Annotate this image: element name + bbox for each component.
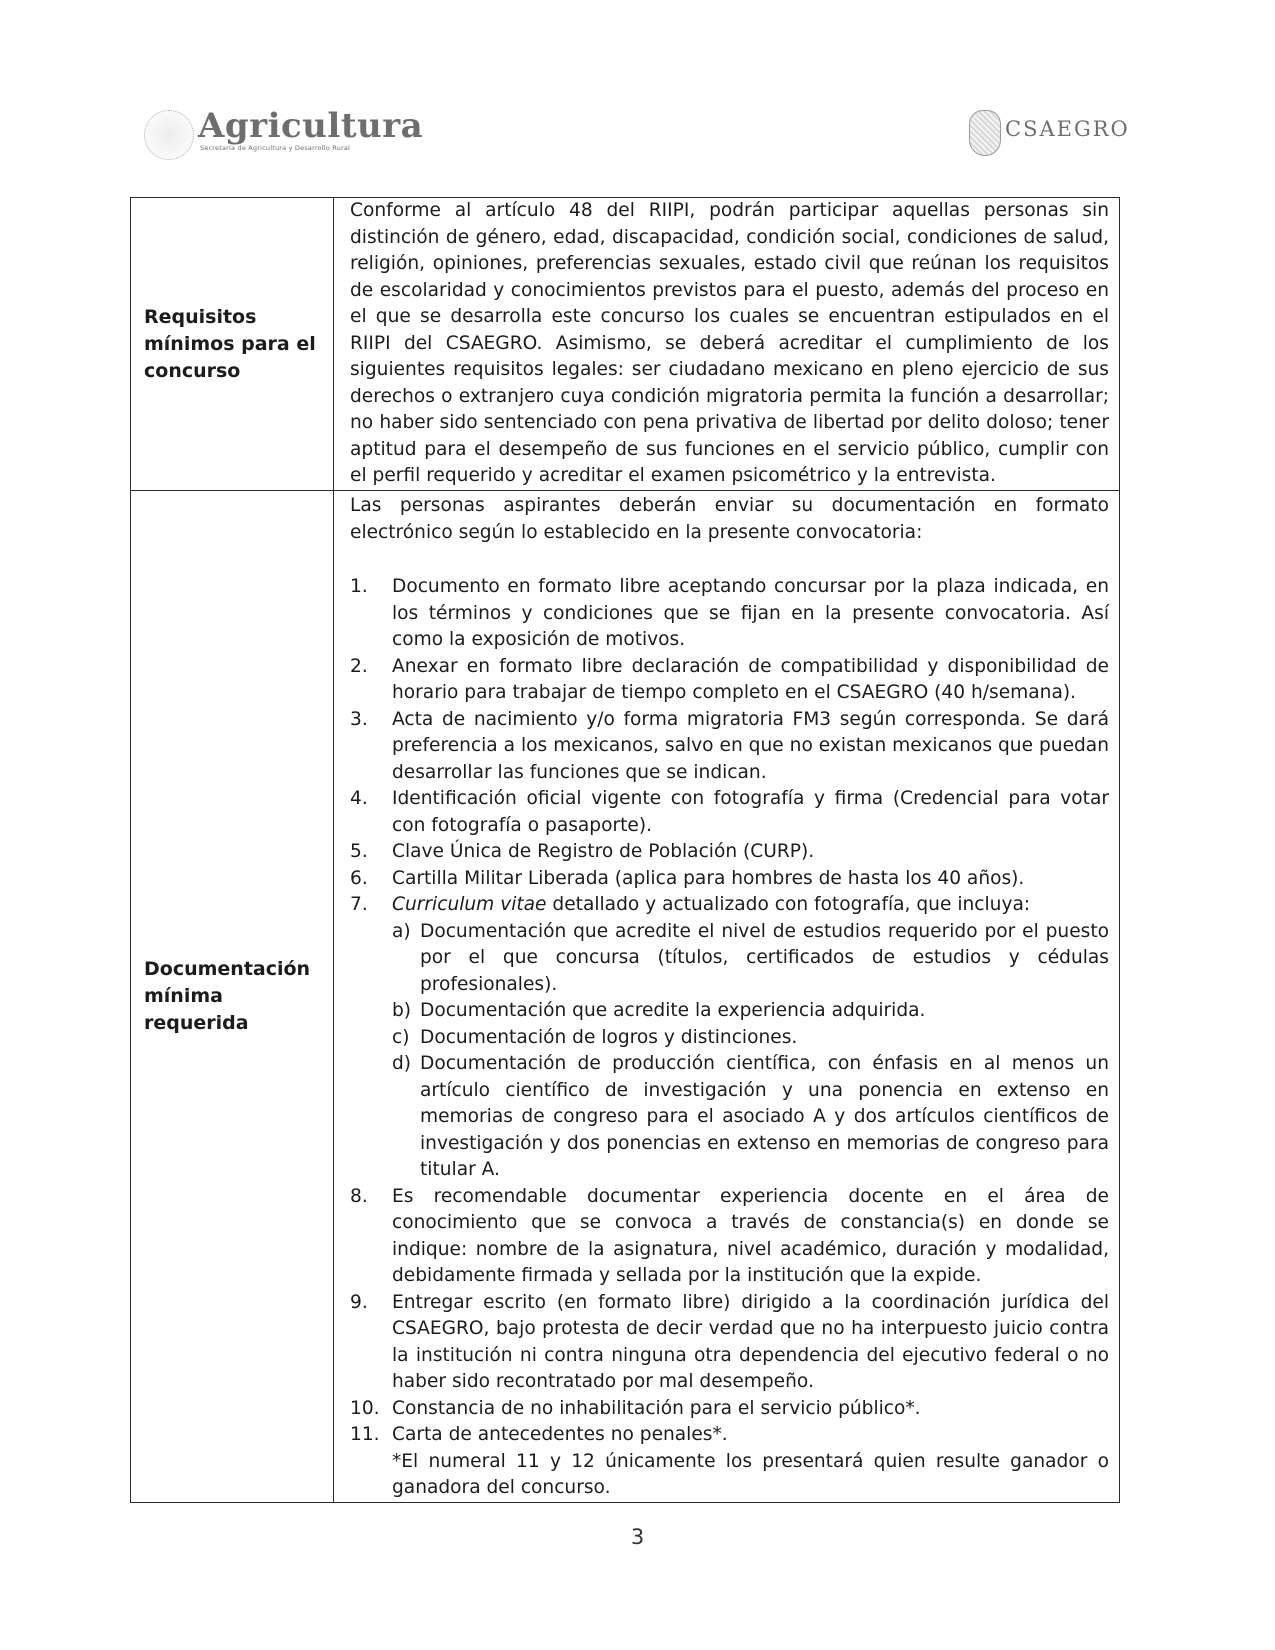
list-item: 2. Anexar en formato libre declaración de compatibilidad y disponibilidad de horario para trabajar de tiempo completo en el CSAEGRO (40 h/semana). bbox=[350, 655, 1109, 703]
documents-list bbox=[350, 574, 1109, 1449]
requisitos-paragraph: Conforme al artículo 48 del RIIPI, podrán participar aquellas personas sin distinción de género, edad, discapacidad, condición social, condiciones de salud, religión, opiniones, preferencias sexuales, estado civil que reúnan los requisitos de escolaridad y conocimientos previstos para el puesto, además del proceso en el que se desarrolla este concurso los cuales se encuentran estipulados en el RIIPI del CSAEGRO. Asimismo, se deberá acreditar el cumplimiento de los siguientes requisitos legales: ser ciudadano mexicano en pleno ejercicio de sus derechos o extranjero cuya condición migratoria permita la función a desarrollar; no haber sido sentenciado con pena privativa de libertad por delito doloso; tener aptitud para el desempeño de sus funciones en el servicio público, cumplir con el perfil requerido y acreditar el examen psicométrico y la entrevista. bbox=[350, 200, 1109, 487]
page-number: 3 bbox=[630, 1525, 645, 1549]
row-content-documentacion bbox=[334, 491, 1120, 1503]
csaegro-seal-icon bbox=[969, 110, 1001, 156]
documentacion-intro: Las personas aspirantes deberán enviar su documentación en formato electrónico según lo establecido en la presente convocatoria: bbox=[350, 495, 1109, 543]
list-item: 1. Documento en formato libre aceptando concursar por la plaza indicada, en los términos y condiciones que se fijan en la presente convocatoria. Así como la exposición de motivos. bbox=[350, 576, 1109, 650]
list-item: b) Documentación que acredite la experiencia adquirida. bbox=[392, 1000, 926, 1021]
list-item: 9. Entregar escrito (en formato libre) dirigido a la coordinación jurídica del CSAEGRO, bajo protesta de decir verdad que no ha interpuesto juicio contra la institución ni contra ninguna otra dependencia del ejecutivo federal o no haber sido recontratado por mal desempeño. bbox=[350, 1291, 1109, 1392]
page-header bbox=[0, 0, 1275, 180]
curriculum-sublist bbox=[392, 919, 1109, 1184]
list-item: a) Documentación que acredite el nivel de estudios requerido por el puesto por el que concursa (títulos, certificados de estudios y cédulas profesionales). bbox=[392, 920, 1109, 995]
list-item: 11. Carta de antecedentes no penales*. bbox=[350, 1424, 728, 1445]
footnote: *El numeral 11 y 12 únicamente los presentará quien resulte ganador o ganadora del concurso. bbox=[392, 1450, 1109, 1498]
list-item: c) Documentación de logros y distinciones. bbox=[392, 1026, 798, 1048]
agricultura-logo bbox=[144, 108, 423, 160]
list-item: 3. Acta de nacimiento y/o forma migratoria FM3 según corresponda. Se dará preferencia a los mexicanos, salvo en que no existan mexicanos que puedan desarrollar las funciones que se indican. bbox=[350, 708, 1109, 783]
list-item: 8. Es recomendable documentar experiencia docente en el área de conocimiento que se convoca a través de constancia(s) en donde se indique: nombre de la asignatura, nivel académico, duración y modalidad, debidamente firmada y sellada por la institución que la expide. bbox=[350, 1185, 1109, 1286]
list-item: d) Documentación de producción científica, con énfasis en al menos un artículo científico de investigación y una ponencia en extenso en memorias de congreso para el asociado A y dos artículos científicos de investigación y dos ponencias en extenso en memorias de congreso para titular A. bbox=[392, 1053, 1109, 1180]
row-label-documentacion: Documentación mínima requerida bbox=[131, 491, 334, 1503]
list-item: 6. Cartilla Militar Liberada (aplica para hombres de hasta los 40 años). bbox=[350, 867, 1025, 889]
row-label-requisitos: Requisitos mínimos para el concurso bbox=[131, 198, 334, 491]
requirements-table bbox=[130, 197, 1120, 1503]
list-item: 4. Identificación oficial vigente con fotografía y firma (Credencial para votar con fotografía o pasaporte). bbox=[350, 788, 1109, 836]
csaegro-title: CSAEGRO bbox=[1005, 117, 1130, 141]
agricultura-title: Agricultura bbox=[198, 106, 424, 146]
list-item: 7. Curriculum vitae detallado y actualizado con fotografía, que incluya: a) Documentación que acredite el nivel de estudios requerido por el puesto por el que concursa (títulos, certificados de estudios y cédulas profesionales). b) Documentación que acredite la experiencia adquirida. c) Documentación de logros y distinciones. d) Documentación de producción científica, con énfasis en al menos un artículo científico de investigación y una ponencia en extenso en memorias de congreso para el asociado A y dos artículos científicos de investigación y dos ponencias en extenso en memorias de congreso para titular A. bbox=[350, 892, 1109, 1184]
table-row bbox=[131, 198, 1120, 491]
list-item: 10. Constancia de no inhabilitación para el servicio público*. bbox=[350, 1397, 921, 1419]
row-content-requisitos bbox=[334, 198, 1120, 491]
agricultura-subtitle: Secretaría de Agricultura y Desarrollo Rural bbox=[200, 144, 351, 152]
csaegro-logo bbox=[969, 110, 1130, 156]
table-row bbox=[131, 491, 1120, 1503]
list-item: 5. Clave Única de Registro de Población (CURP). bbox=[350, 841, 815, 862]
mexico-seal-icon bbox=[144, 110, 194, 160]
